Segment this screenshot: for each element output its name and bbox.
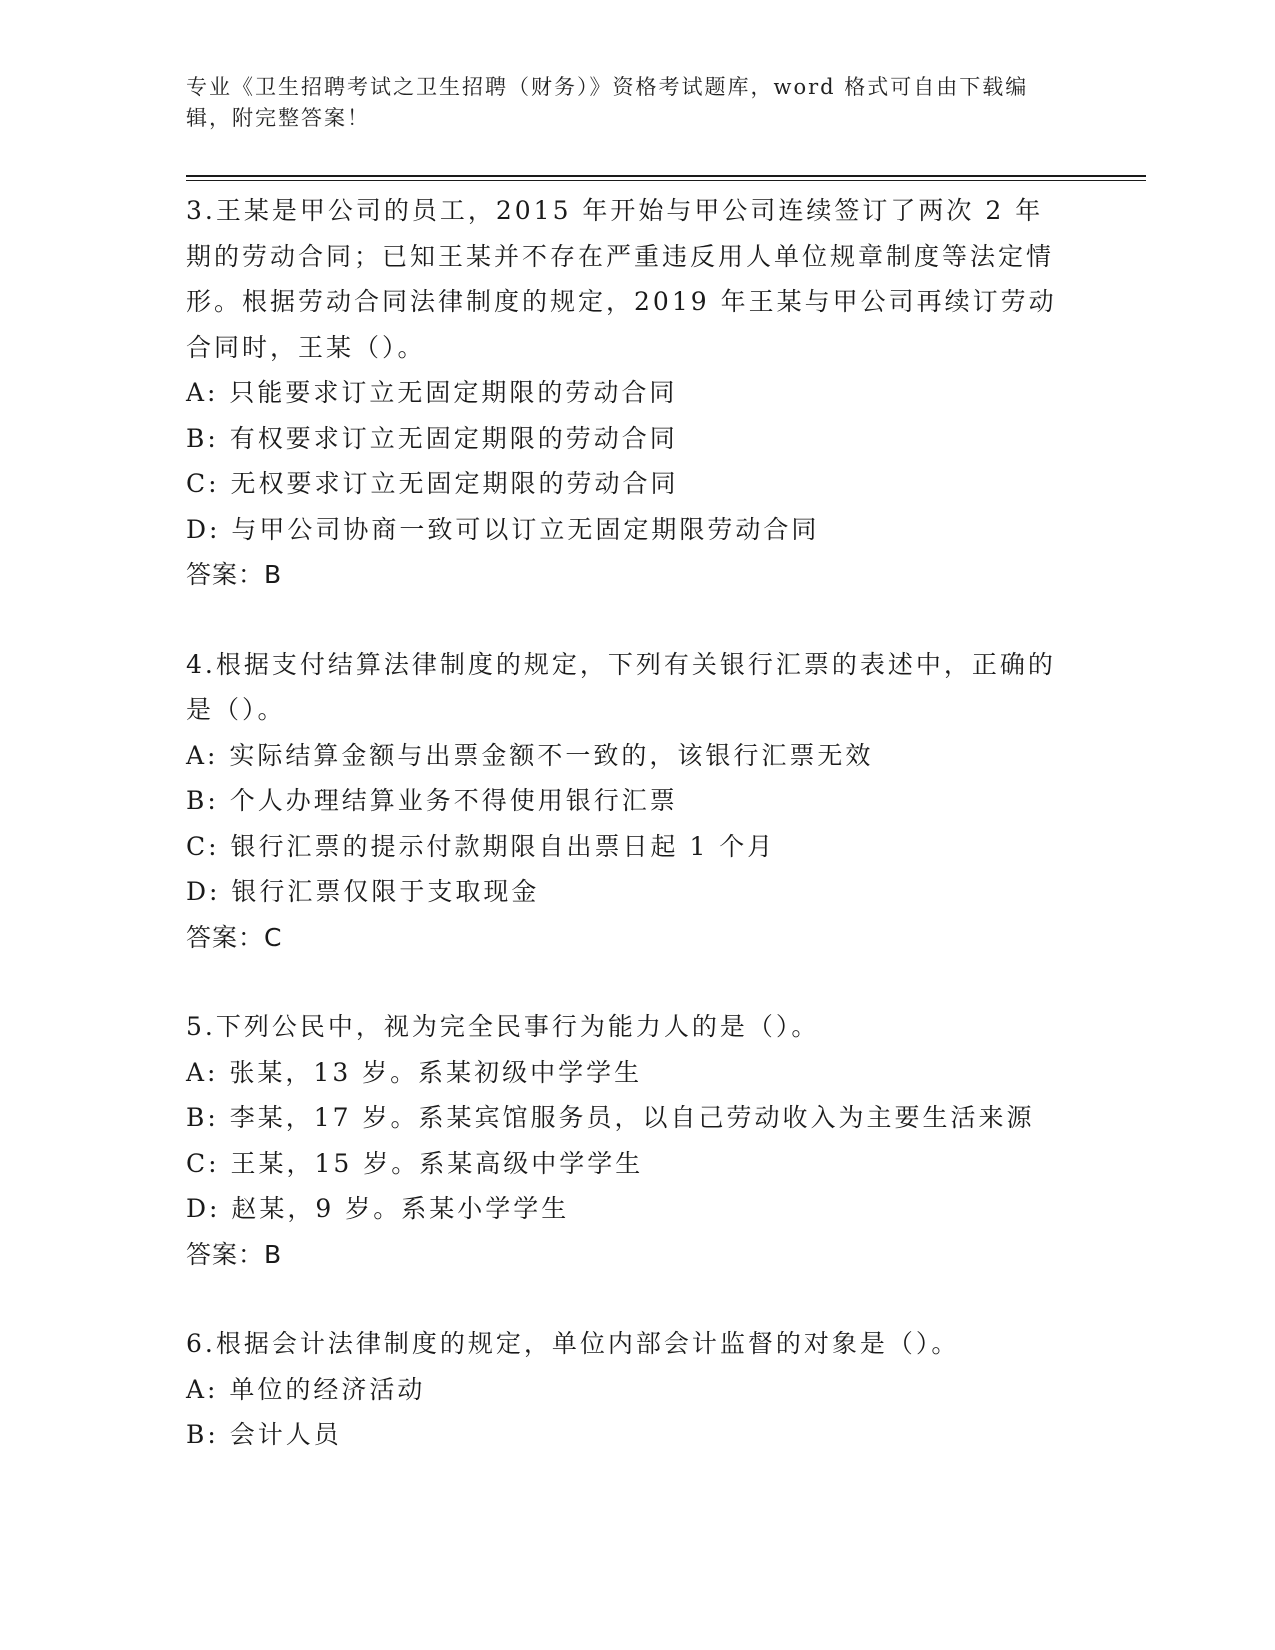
header-divider-thin bbox=[186, 180, 1146, 181]
question-list bbox=[186, 188, 1066, 1502]
question-text: 6.根据会计法律制度的规定，单位内部会计监督的对象是（）。 bbox=[186, 1329, 960, 1358]
question-6 bbox=[186, 1321, 1066, 1458]
question-3 bbox=[186, 188, 1066, 598]
page-header: 专业《卫生招聘考试之卫生招聘（财务）》资格考试题库，word 格式可自由下载编辑，附完整答案！ bbox=[186, 75, 1029, 130]
option-d: D: 赵某，9 岁。系某小学学生 bbox=[186, 1194, 570, 1223]
option-b: B: 会计人员 bbox=[186, 1420, 342, 1449]
option-c: C: 王某，15 岁。系某高级中学学生 bbox=[186, 1148, 644, 1178]
option-a: A: 只能要求订立无固定期限的劳动合同 bbox=[186, 378, 678, 407]
option-b: B: 李某，17 岁。系某宾馆服务员，以自己劳动收入为主要生活来源 bbox=[186, 1103, 1035, 1132]
question-text: 4.根据支付结算法律制度的规定，下列有关银行汇票的表述中，正确的是（）。 bbox=[186, 649, 1056, 724]
option-d: D: 与甲公司协商一致可以订立无固定期限劳动合同 bbox=[186, 514, 820, 544]
option-a: A: 单位的经济活动 bbox=[186, 1374, 426, 1404]
answer-line: 答案：B bbox=[186, 1239, 283, 1269]
option-a: A: 张某，13 岁。系某初级中学学生 bbox=[186, 1057, 643, 1087]
header-divider bbox=[186, 175, 1146, 177]
option-b: B: 有权要求订立无固定期限的劳动合同 bbox=[186, 423, 678, 453]
question-4 bbox=[186, 642, 1066, 961]
option-c: C: 银行汇票的提示付款期限自出票日起 1 个月 bbox=[186, 831, 776, 861]
option-b: B: 个人办理结算业务不得使用银行汇票 bbox=[186, 786, 678, 815]
question-text: 5.下列公民中，视为完全民事行为能力人的是（）。 bbox=[186, 1012, 820, 1041]
answer-line: 答案：C bbox=[186, 922, 283, 952]
question-5 bbox=[186, 1004, 1066, 1277]
option-d: D: 银行汇票仅限于支取现金 bbox=[186, 877, 540, 906]
question-text: 3.王某是甲公司的员工，2015 年开始与甲公司连续签订了两次 2 年期的劳动合同；已知王某并不存在严重违反用人单位规章制度等法定情形。根据劳动合同法律制度的规定，2019 年王某与甲公司再续订劳动合同时，王某（）。 bbox=[186, 196, 1057, 362]
answer-line: 答案：B bbox=[186, 560, 283, 589]
option-c: C: 无权要求订立无固定期限的劳动合同 bbox=[186, 469, 679, 498]
option-a: A: 实际结算金额与出票金额不一致的，该银行汇票无效 bbox=[186, 740, 874, 770]
